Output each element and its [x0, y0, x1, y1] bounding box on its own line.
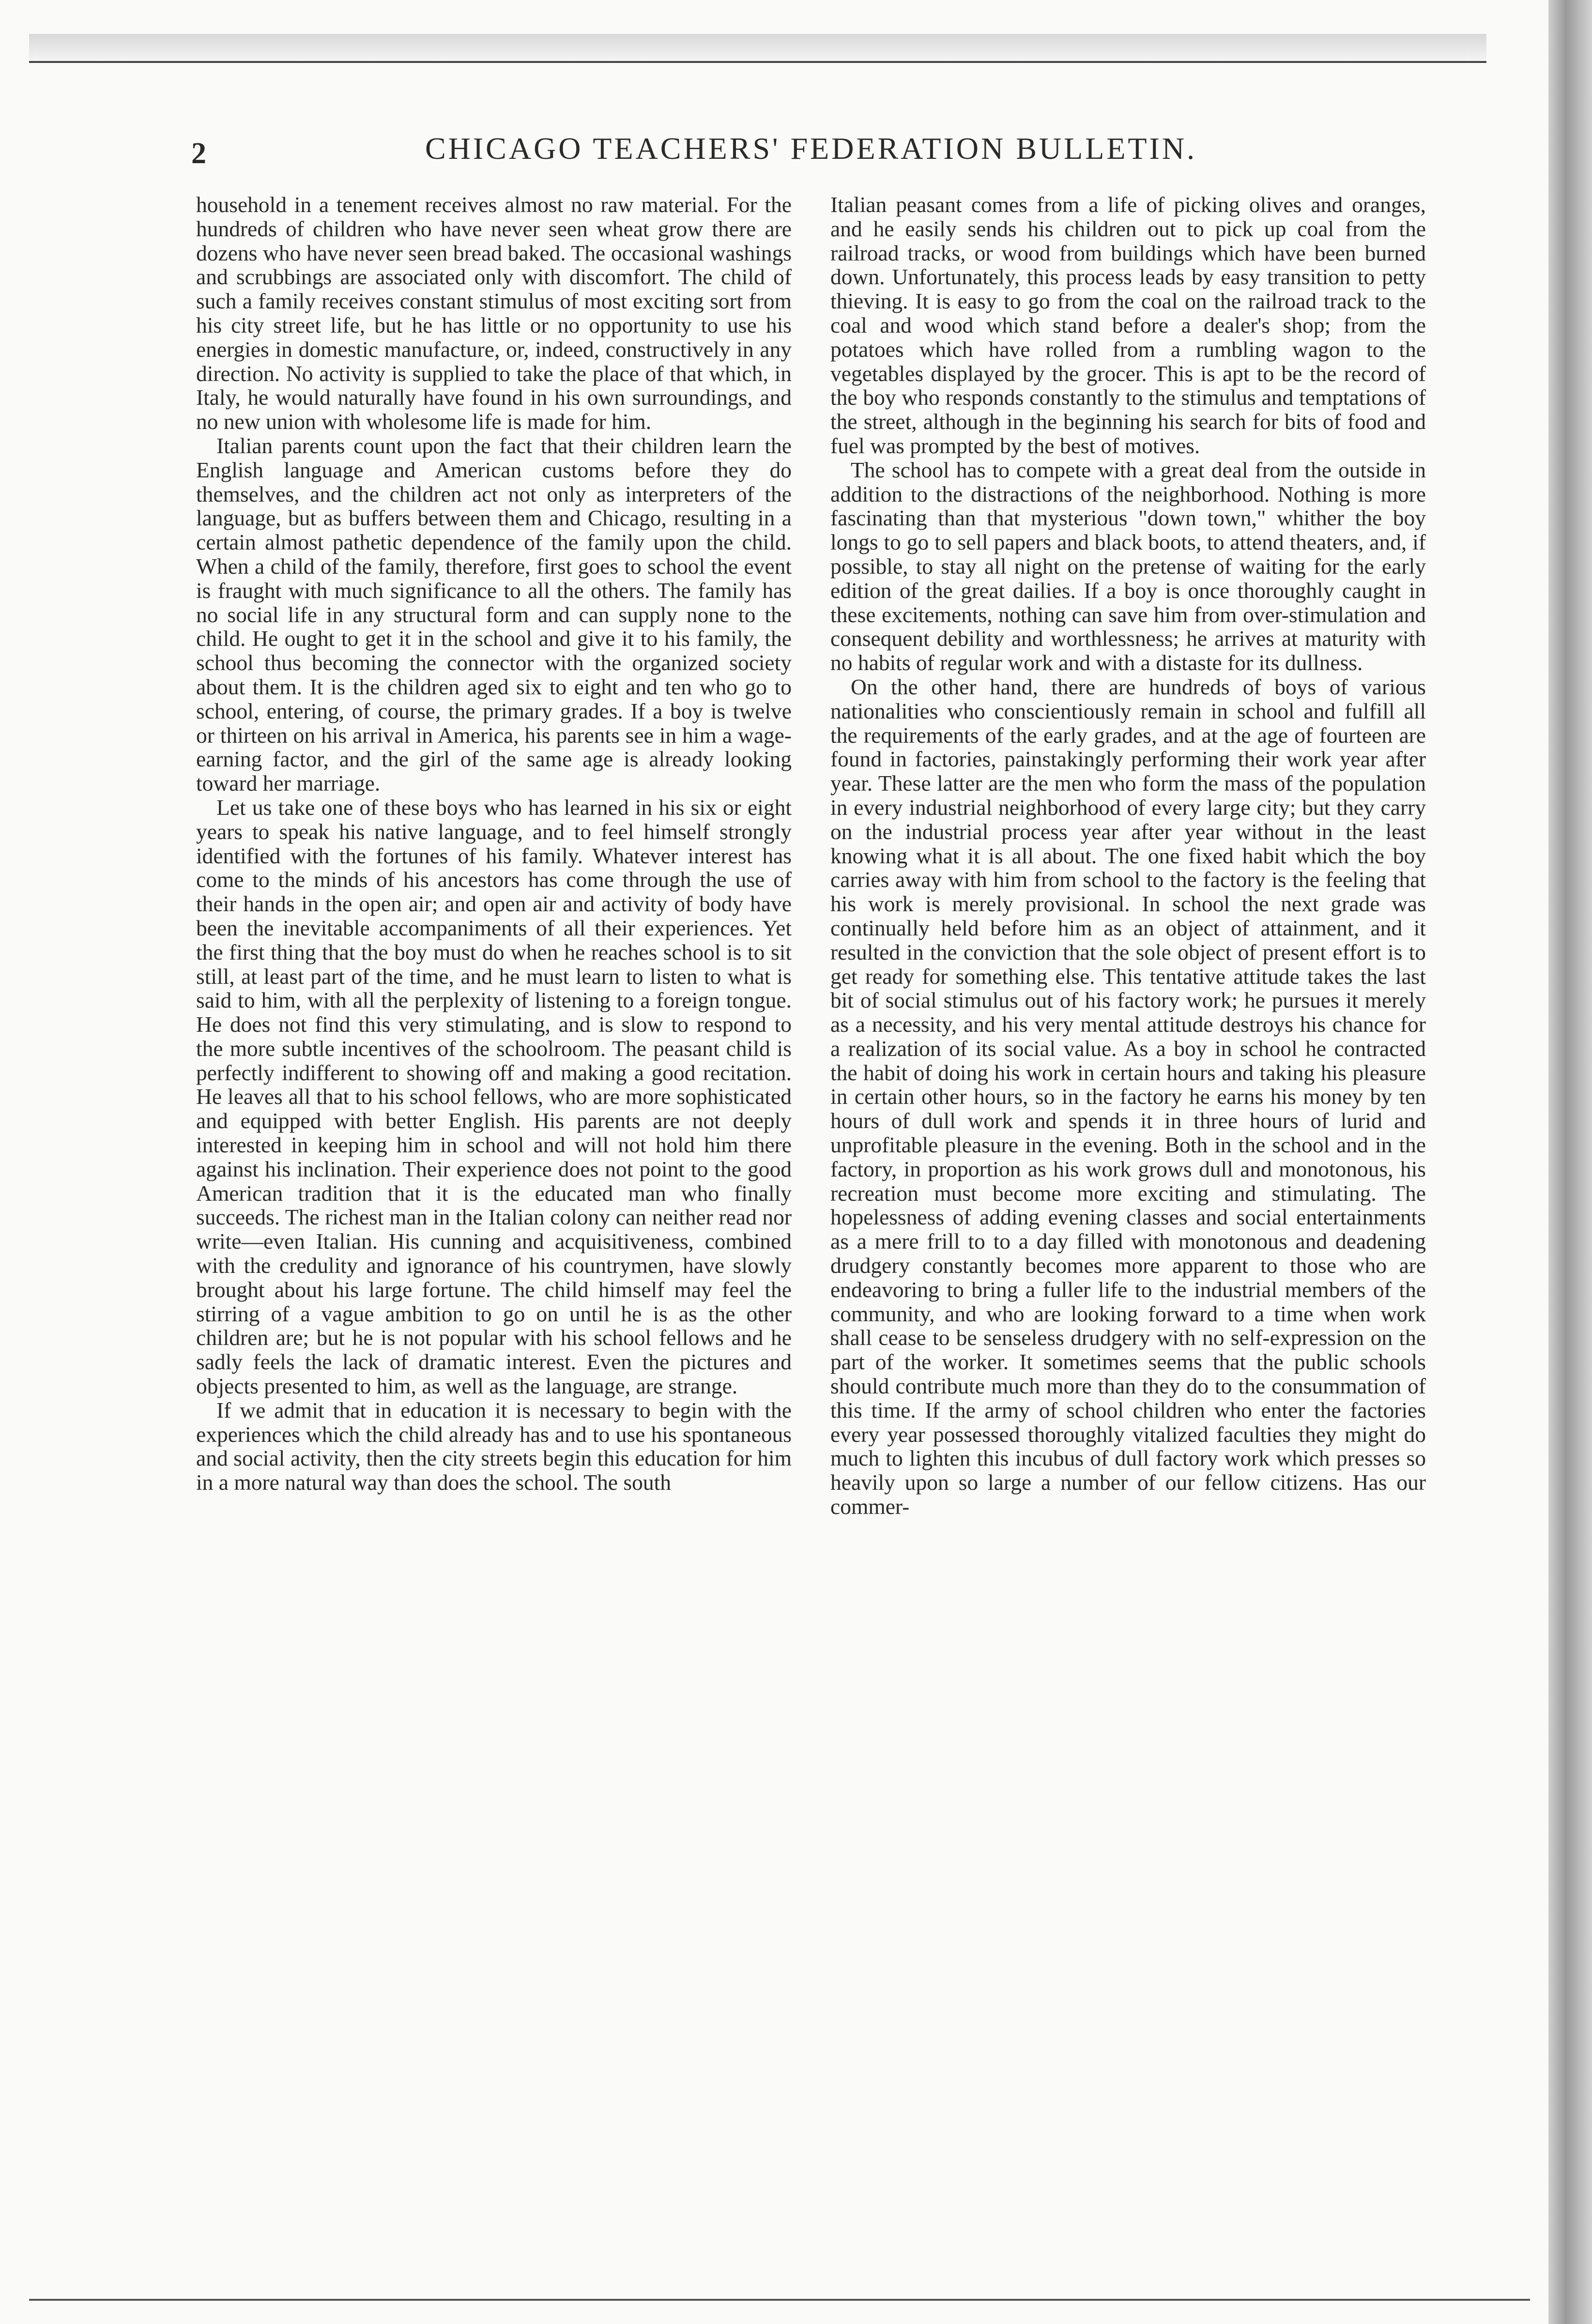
page-header	[191, 131, 1431, 179]
page-number: 2	[191, 137, 206, 170]
paragraph: Italian parents count upon the fact that their children learn the English language and American customs before they do themselves, and the children act not only as interpreters of the language, but as buffers between them and Chicago, resulting in a certain almost pathetic dependence of the family upon the child. When a child of the family, therefore, first goes to school the event is fraught with much significance to all the others. The family has no social life in any structural form and can supply none to the child. He ought to get it in the school and give it to his family, the school thus becoming the connector with the organized society about them. It is the children aged six to eight and ten who go to school, entering, of course, the primary grades. If a boy is twelve or thirteen on his arrival in America, his parents see in him a wage-earning factor, and the girl of the same age is already looking toward her marriage.	[196, 433, 792, 796]
paragraph: Italian peasant comes from a life of picking olives and oranges, and he easily sends his children out to pick up coal from the railroad tracks, or wood from buildings which have been burned down. Unfortunately, this process leads by easy transition to petty thieving. It is easy to go from the coal on the railroad track to the coal and wood which stand before a dealer's shop; from the potatoes which have rolled from a rumbling wagon to the vegetables displayed by the grocer. This is apt to be the record of the boy who responds constantly to the stimulus and temptations of the street, although in the beginning his search for bits of food and fuel was prompted by the best of motives.	[830, 192, 1426, 458]
scan-top-edge	[29, 34, 1486, 63]
left-column	[196, 193, 792, 1495]
right-column	[830, 193, 1426, 1519]
running-title: CHICAGO TEACHERS' FEDERATION BULLETIN.	[425, 131, 1197, 166]
paragraph: If we admit that in education it is necessary to begin with the experiences which the child already has and to use his spontaneous and social activity, then the city streets begin this education for him in a more natural way than does the school. The south	[196, 1397, 792, 1495]
paragraph: The school has to compete with a great deal from the outside in addition to the distractions of the neighborhood. Nothing is more fascinating than that mysterious "down town," whither the boy longs to go to sell papers and black boots, to attend theaters, and, if possible, to stay all night on the pretense of waiting for the early edition of the great dailies. If a boy is once thoroughly caught in these excitements, nothing can save him from over-stimulation and consequent debility and worthlessness; he arrives at maturity with no habits of regular work and with a distaste for its dullness.	[830, 457, 1426, 675]
paragraph: household in a tenement receives almost no raw material. For the hundreds of children who have never seen wheat grow there are dozens who have never seen bread baked. The occasional washings and scrubbings are associated only with discomfort. The child of such a family receives constant stimulus of most exciting sort from his city street life, but he has little or no opportunity to use his energies in domestic manufacture, or, indeed, constructively in any direction. No activity is supplied to take the place of that which, in Italy, he would naturally have found in his own surroundings, and no new union with wholesome life is made for him.	[196, 192, 792, 434]
paragraph: Let us take one of these boys who has learned in his six or eight years to speak his native language, and to feel himself strongly identified with the fortunes of his family. Whatever interest has come to the minds of his ancestors has come through the use of their hands in the open air; and open air and activity of body have been the inevitable accompaniments of all their experiences. Yet the first thing that the boy must do when he reaches school is to sit still, at least part of the time, and he must learn to listen to what is said to him, with all the perplexity of listening to a foreign tongue. He does not find this very stimulating, and is slow to respond to the more subtle incentives of the schoolroom. The peasant child is perfectly indifferent to showing off and making a good recitation. He leaves all that to his school fellows, who are more sophisticated and equipped with better English. His parents are not deeply interested in keeping him in school and will not hold him there against his inclination. Their experience does not point to the good American tradition that it is the educated man who finally succeeds. The richest man in the Italian colony can neither read nor write—even Italian. His cunning and acquisitiveness, combined with the credulity and ignorance of his countrymen, have slowly brought about his large fortune. The child himself may feel the stirring of a vague ambition to go on until he is as the other children are; but he is not popular with his school fellows and he sadly feels the lack of dramatic interest. Even the pictures and objects presented to him, as well as the language, are strange.	[196, 795, 792, 1399]
scan-right-edge	[1548, 0, 1592, 2324]
scan-bottom-edge	[29, 2299, 1530, 2305]
paragraph: On the other hand, there are hundreds of boys of various nationalities who conscientiously remain in school and fulfill all the requirements of the early grades, and at the age of fourteen are found in factories, painstakingly performing their work year after year. These latter are the men who form the mass of the population in every industrial neighborhood of every large city; but they carry on the industrial process year after year without in the least knowing what it is all about. The one fixed habit which the boy carries away with him from school to the factory is the feeling that his work is merely provisional. In school the next grade was continually held before him as an object of attainment, and it resulted in the conviction that the sole object of present effort is to get ready for something else. This tentative attitude takes the last bit of social stimulus out of his factory work; he pursues it merely as a necessity, and his very mental attitude destroys his chance for a realization of its social value. As a boy in school he contracted the habit of doing his work in certain hours and taking his pleasure in certain other hours, so in the factory he earns his money by ten hours of dull work and spends it in three hours of lurid and unprofitable pleasure in the evening. Both in the school and in the factory, in proportion as his work grows dull and monotonous, his recreation must become more exciting and stimulating. The hopelessness of adding evening classes and social entertainments as a mere frill to to a day filled with monotonous and deadening drudgery constantly becomes more apparent to those who are endeavoring to bring a fuller life to the industrial members of the community, and who are looking forward to a time when work shall cease to be senseless drudgery with no self-expression on the part of the worker. It sometimes seems that the public schools should contribute much more than they do to the consummation of this time. If the army of school children who enter the factories every year possessed thoroughly vitalized faculties they might do much to lighten this incubus of dull factory work which presses so heavily upon so large a number of our fellow citizens. Has our commer-	[830, 674, 1426, 1519]
